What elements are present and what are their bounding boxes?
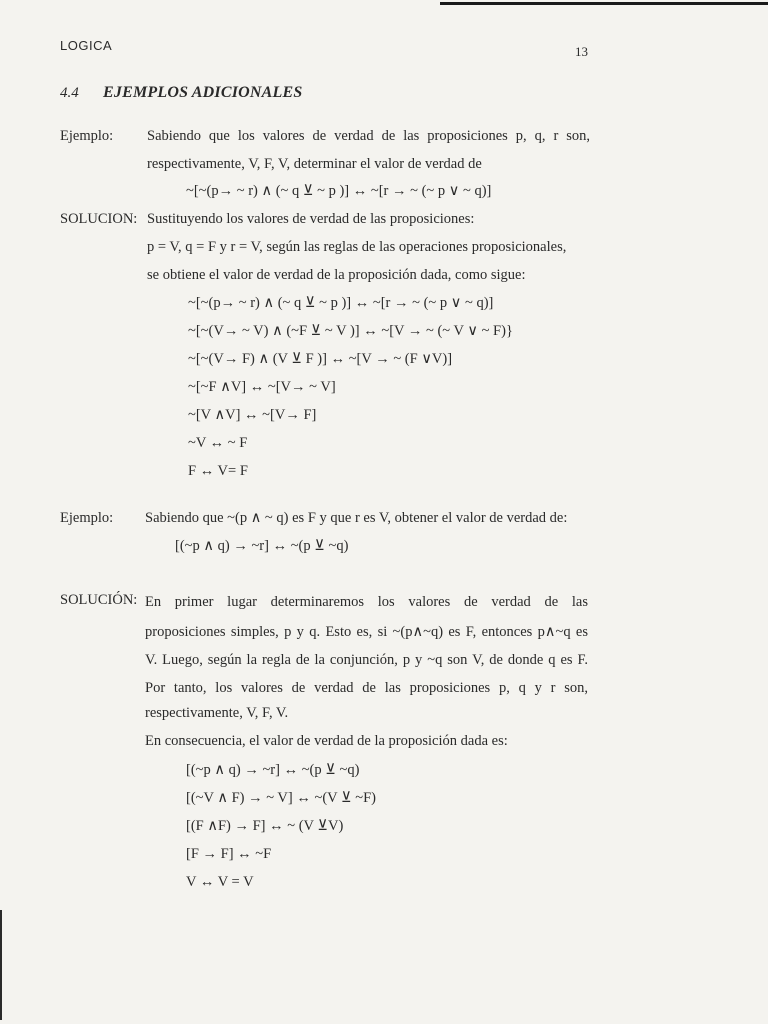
example-1-intro-line-2: respectivamente, V, F, V, determinar el valor de verdad de [147,156,482,172]
solution-1-step: ~V ↔ ~ F [188,435,248,451]
example-2-label: Ejemplo: [60,510,114,526]
example-1-label: Ejemplo: [60,128,114,144]
solution-2-line-6: En consecuencia, el valor de verdad de la proposición dada es: [145,733,508,749]
section-number: 4.4 [60,85,79,101]
solution-2-line: V. Luego, según la regla de la conjunción, p y ~q son V, de donde q es F. [145,652,588,668]
top-rule [440,2,768,5]
solution-1-line-1: Sustituyendo los valores de verdad de las proposiciones: [147,211,475,227]
left-margin-rule [0,910,2,1020]
solution-2-label: SOLUCIÓN: [60,592,138,608]
solution-1-line-2: p = V, q = F y r = V, según las reglas de las operaciones proposicionales, [147,239,567,255]
solution-1-step: ~[~(p→ ~ r) ∧ (~ q ⊻ ~ p )] ↔ ~[r → ~ (~ p ∨ ~ q)] [188,295,494,311]
running-header: LOGICA [60,38,113,53]
solution-1-step: F ↔ V= F [188,463,248,479]
example-1-formula: ~[~(p→ ~ r) ∧ (~ q ⊻ ~ p )] ↔ ~[r → ~ (~ p ∨ ~ q)] [186,183,492,199]
solution-1-step: ~[~(V→ ~ V) ∧ (~F ⊻ ~ V )] ↔ ~[V → ~ (~ V ∨ ~ F)} [188,323,513,339]
solution-1-line-3: se obtiene el valor de verdad de la proposición dada, como sigue: [147,267,526,283]
solution-2-step: [(~V ∧ F) → ~ V] ↔ ~(V ⊻ ~F) [186,790,376,806]
solution-2-line: En primer lugar determinaremos los valores de verdad de las [145,594,588,610]
solution-1-step: ~[~F ∧V] ↔ ~[V→ ~ V] [188,379,336,395]
solution-2-line-5: respectivamente, V, F, V. [145,705,289,721]
section-title: EJEMPLOS ADICIONALES [103,84,303,101]
solution-2-step: [F → F] ↔ ~F [186,846,272,862]
solution-2-step: [(~p ∧ q) → ~r] ↔ ~(p ⊻ ~q) [186,762,360,778]
solution-1-label: SOLUCION: [60,211,138,227]
solution-2-line: proposiciones simples, p y q. Esto es, si ~(p∧~q) es F, entonces p∧~q es [145,624,588,640]
example-1-intro-line-1: Sabiendo que los valores de verdad de las proposiciones p, q, r son, [147,128,590,144]
solution-2-step: V ↔ V = V [186,874,254,890]
solution-2-step: [(F ∧F) → F] ↔ ~ (V ⊻V) [186,818,344,834]
solution-1-step: ~[V ∧V] ↔ ~[V→ F] [188,407,317,423]
example-2-formula: [(~p ∧ q) → ~r] ↔ ~(p ⊻ ~q) [175,538,349,554]
example-2-intro: Sabiendo que ~(p ∧ ~ q) es F y que r es V, obtener el valor de verdad de: [145,510,568,526]
solution-1-step: ~[~(V→ F) ∧ (V ⊻ F )] ↔ ~[V → ~ (F ∨V)] [188,351,453,367]
page-number: 13 [575,44,588,59]
solution-2-line: Por tanto, los valores de verdad de las proposiciones p, q y r son, [145,680,588,696]
